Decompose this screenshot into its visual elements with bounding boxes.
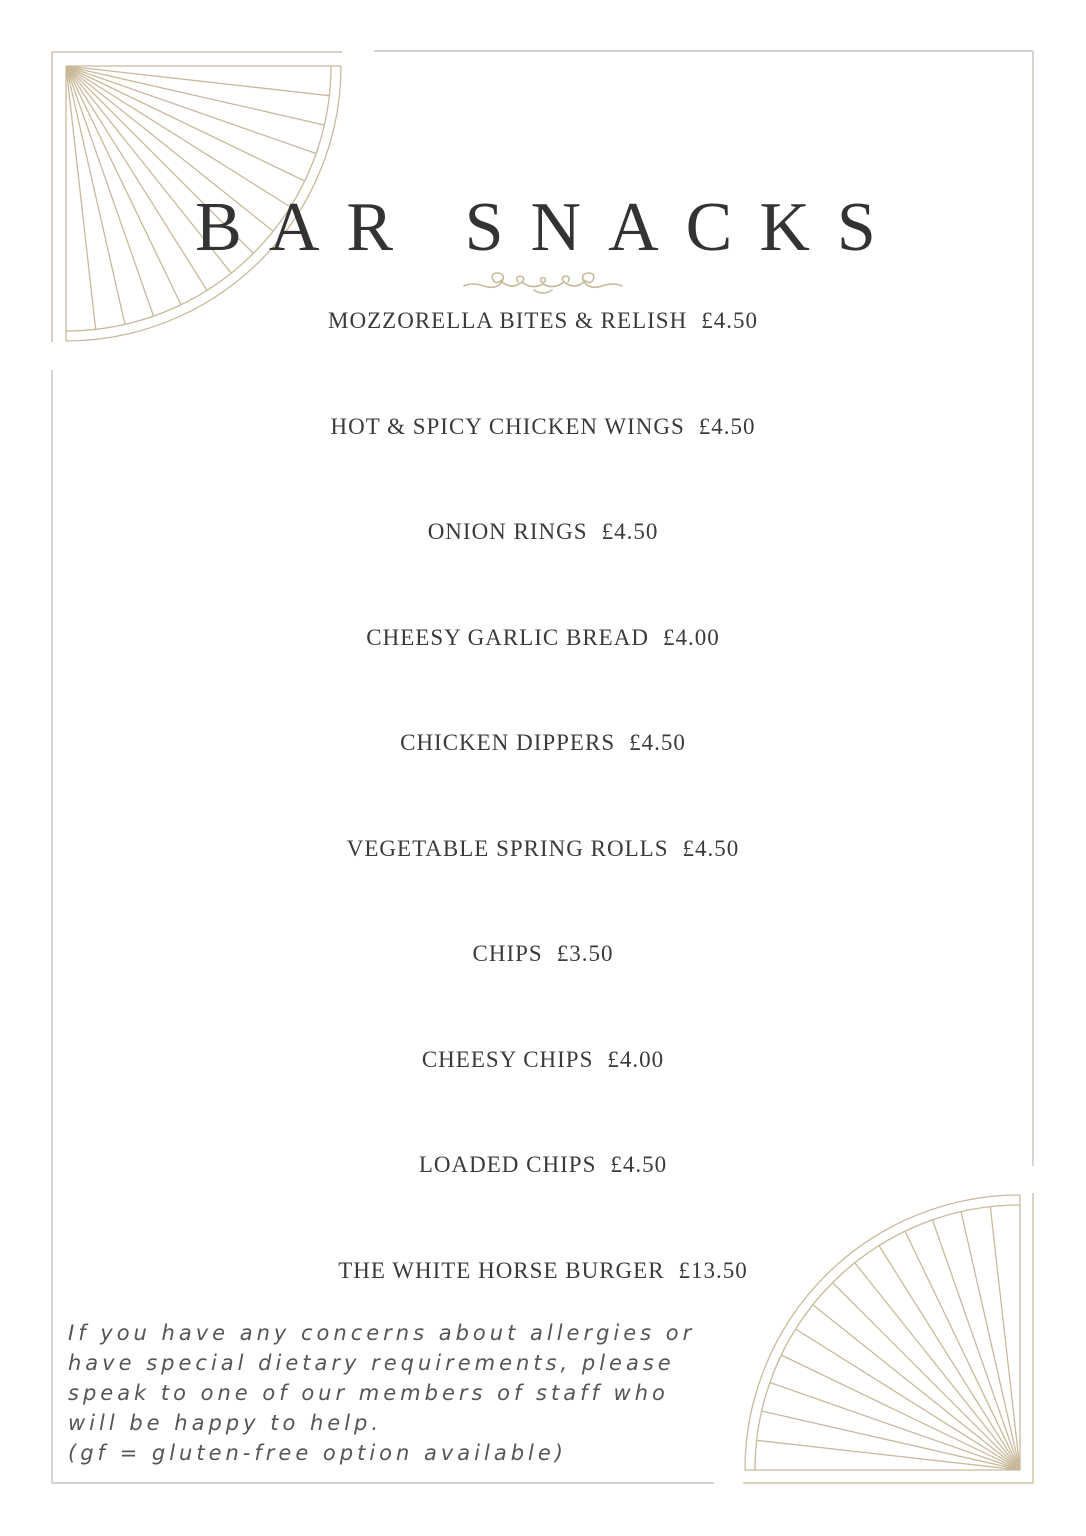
menu-item-price: £3.50 — [556, 941, 614, 966]
menu-item — [0, 1258, 1086, 1284]
note-line: speak to one of our members of staff who — [68, 1381, 669, 1405]
menu-item-name: CHEESY GARLIC BREAD — [366, 624, 649, 650]
flourish-ornament — [462, 268, 624, 300]
menu-item-price: £13.50 — [678, 1257, 748, 1283]
menu-item — [0, 308, 1086, 334]
menu-item-name: HOT & SPICY CHICKEN WINGS — [330, 413, 685, 439]
note-line: will be happy to help. — [68, 1411, 383, 1435]
menu-item — [0, 625, 1086, 651]
menu-item-price: £4.50 — [610, 1152, 668, 1177]
menu-item-price: £4.50 — [698, 413, 756, 439]
note-line: If you have any concerns about allergies or — [68, 1321, 696, 1345]
menu-item-price: £4.50 — [701, 308, 758, 333]
menu-item-name: LOADED CHIPS — [418, 1152, 597, 1177]
page-title: BAR SNACKS — [195, 189, 903, 266]
allergy-note — [68, 1318, 758, 1468]
menu-item-name: CHICKEN DIPPERS — [400, 730, 616, 755]
menu-item-name: ONION RINGS — [427, 519, 588, 544]
menu-item — [0, 836, 1086, 862]
menu-item — [0, 414, 1086, 440]
bottom-right-fan-ornament — [743, 1193, 1033, 1483]
menu-item — [0, 1152, 1086, 1178]
menu-item — [0, 519, 1086, 545]
menu-item-price: £4.00 — [607, 1046, 665, 1072]
menu-item — [0, 941, 1086, 967]
note-line: (gf = gluten-free option available) — [68, 1441, 567, 1465]
menu-item — [0, 730, 1086, 756]
menu-item-name: VEGETABLE SPRING ROLLS — [346, 835, 669, 861]
menu-item-price: £4.00 — [662, 624, 720, 650]
menu-item-price: £4.50 — [601, 519, 659, 544]
menu-item-name: CHEESY CHIPS — [421, 1046, 594, 1072]
menu-item-price: £4.50 — [682, 835, 740, 861]
menu-item-name: MOZZORELLA BITES & RELISH — [328, 308, 688, 333]
note-line: have special dietary requirements, please — [68, 1351, 675, 1375]
menu-item-name: CHIPS — [472, 941, 543, 966]
menu-item-name: THE WHITE HORSE BURGER — [338, 1257, 665, 1283]
menu-item — [0, 1047, 1086, 1073]
menu-item-price: £4.50 — [629, 730, 686, 755]
